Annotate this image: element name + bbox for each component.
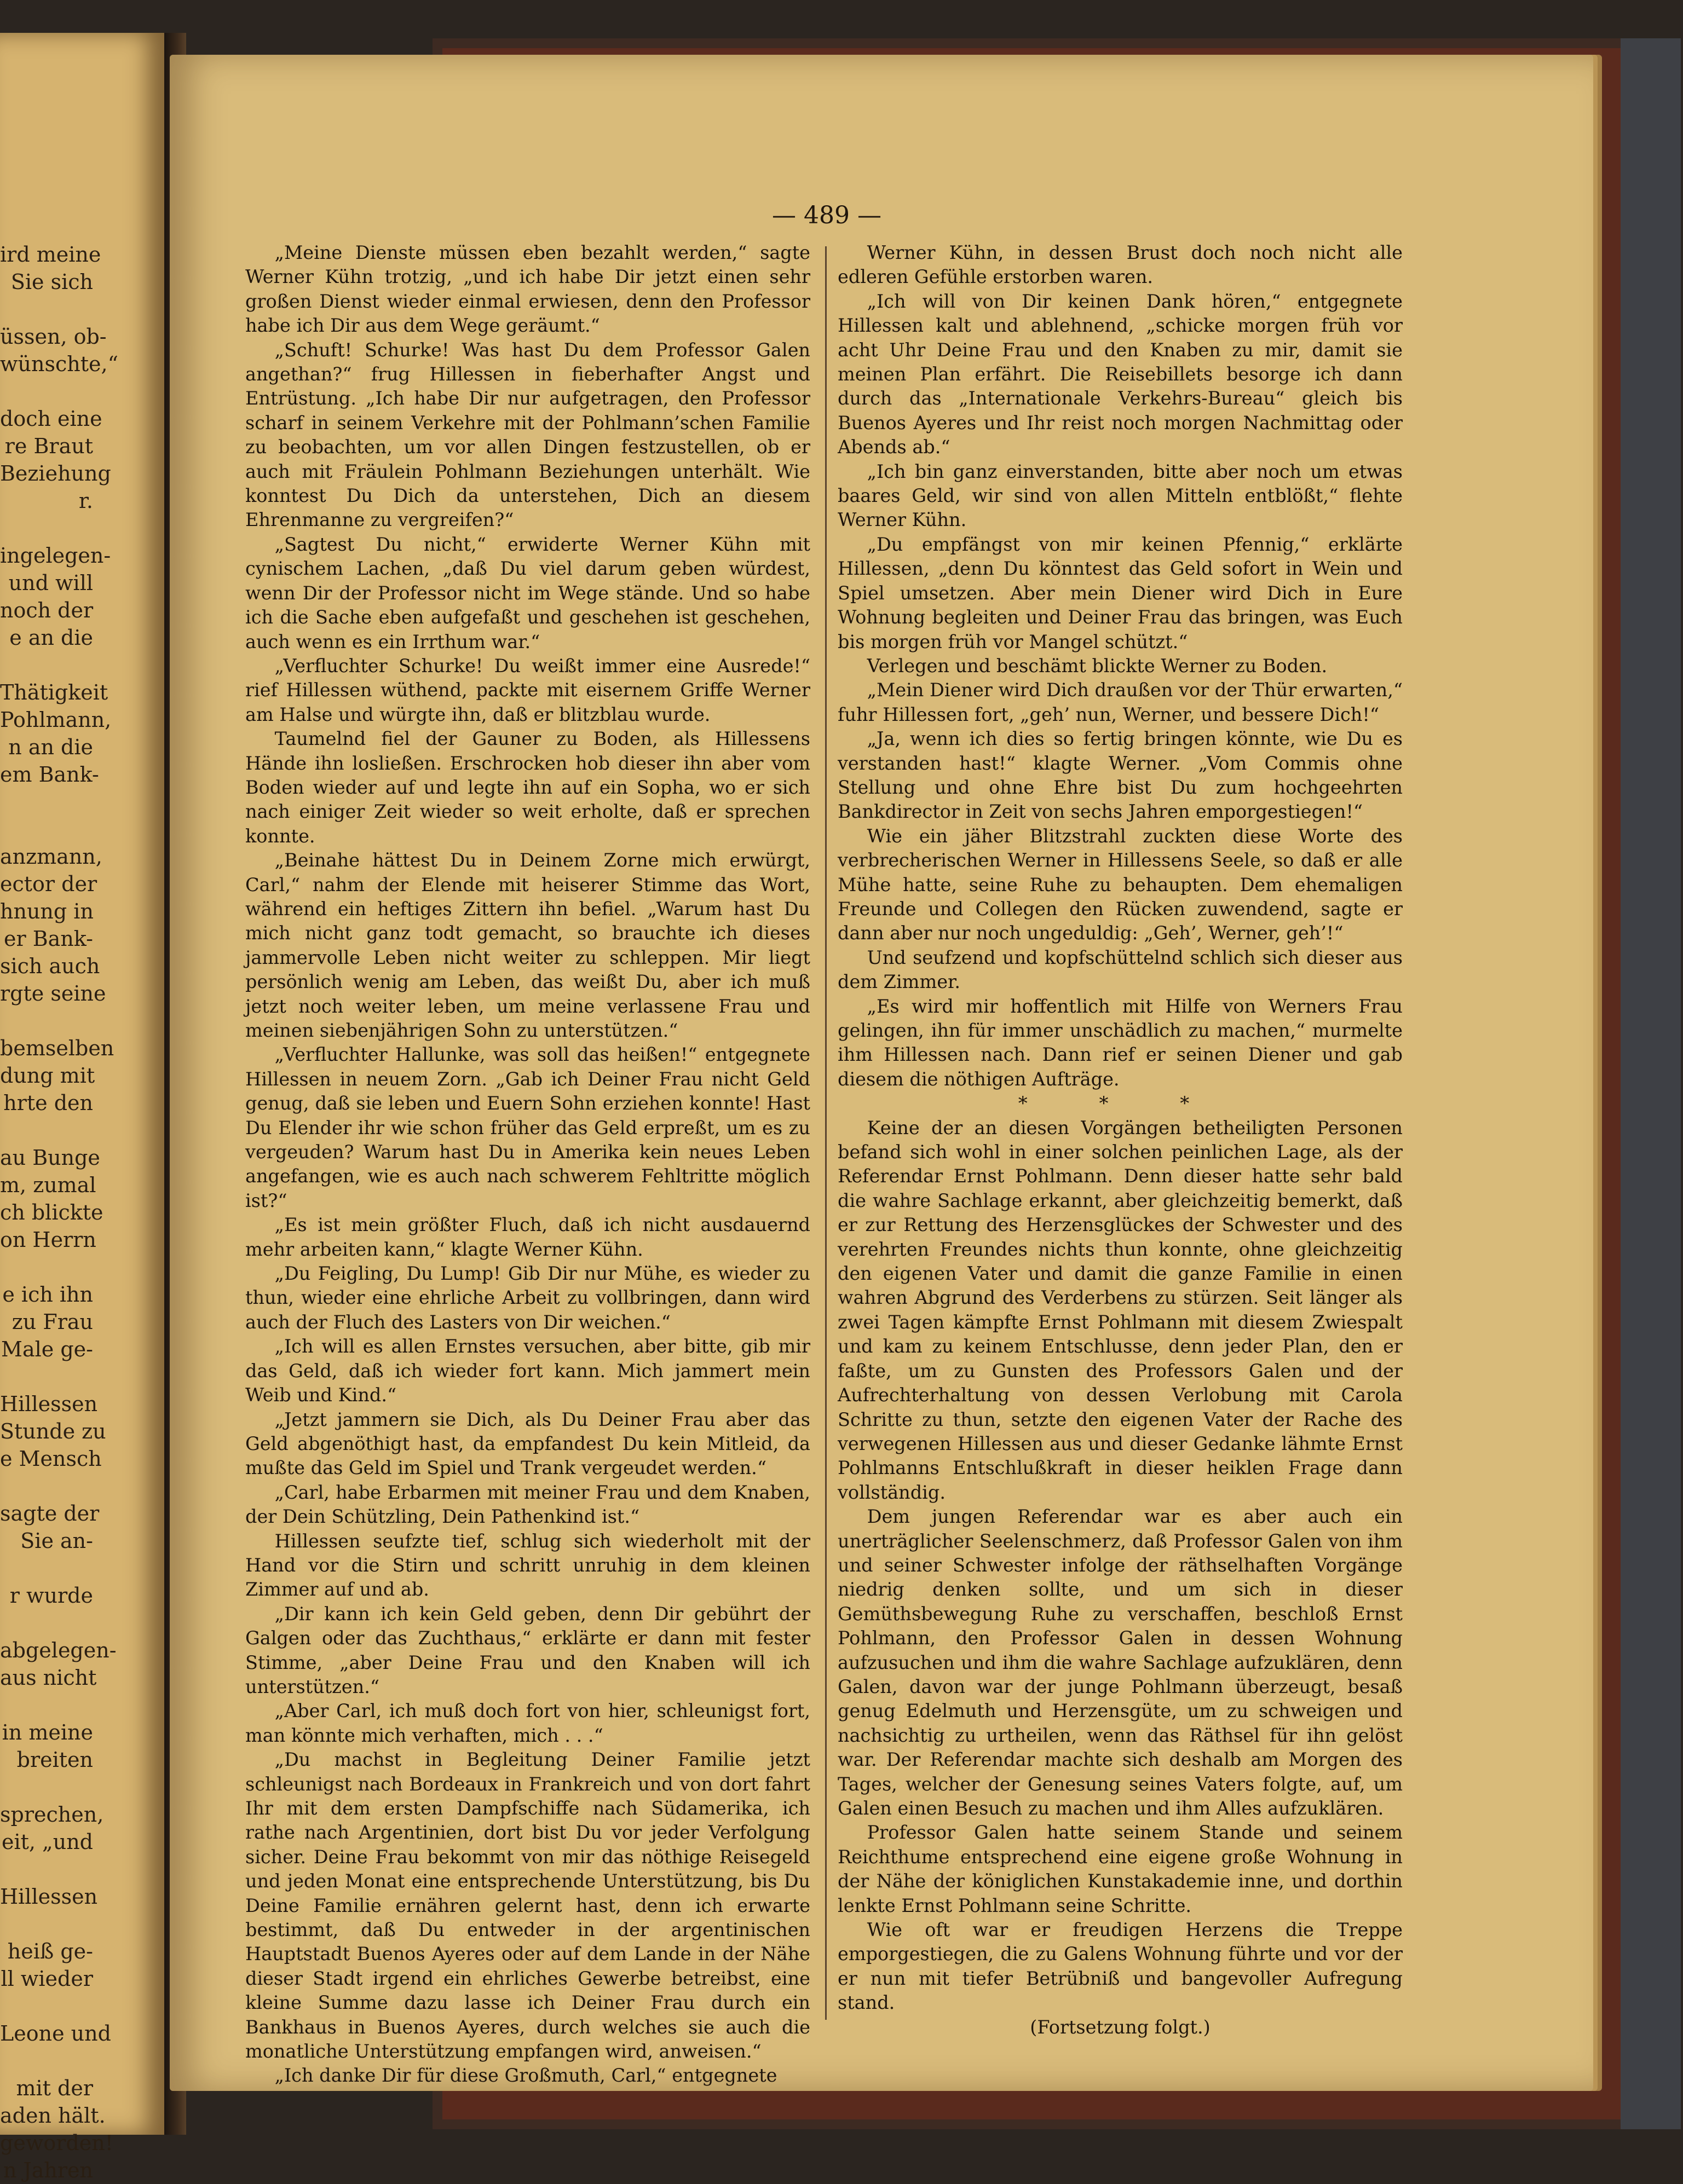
cover-corner xyxy=(1621,38,1681,2129)
paragraph: „Ich will es allen Ernstes versuchen, aber bitte, gib mir das Geld, daß ich wieder fort kann. Mich jammert mein Weib und Kind.“ xyxy=(245,1336,810,1406)
left-page-line-fragment: e ich ihn xyxy=(2,1282,93,1307)
paragraph: „Ich danke Dir für diese Großmuth, Carl,“ entgegnete xyxy=(274,2065,777,2087)
paragraph: Dem jungen Referendar war es aber auch ein unerträglicher Seelenschmerz, daß Professor Galen von ihm und seiner Schwester infolge der räthselhaften Vorgänge niedrig denken sollte, und um sich in dieser Gemüthsbewegung Ruhe zu verschaffen, beschloß Ernst Pohlmann, den Professor Galen in dessen Wohnung aufzusuchen und ihm die wahre Sachlage aufzuklären, denn Galen, davon war der junge Pohlmann überzeugt, besaß genug Edelmuth und Herzensgüte, um zu schweigen und nachsichtig zu urtheilen, wenn das Räthsel für ihn gelöst war. Der Referendar machte sich deshalb am Morgen des Tages, welcher der Genesung seines Vaters folgte, auf, um Galen einen Besuch zu machen und ihm Alles aufzuklären. xyxy=(838,1506,1403,1819)
paragraph: „Ich bin ganz einverstanden, bitte aber noch um etwas baares Geld, wir sind von allen Mitteln entblößt,“ flehte Werner Kühn. xyxy=(838,460,1403,531)
left-page-line-fragment: Stunde zu xyxy=(0,1419,106,1443)
left-page-line-fragment: hnung in xyxy=(0,899,94,923)
left-page-line-fragment: ird meine xyxy=(0,242,101,267)
left-page-line-fragment: breiten xyxy=(16,1748,93,1772)
left-page-line-fragment: wünschte,“ xyxy=(0,352,118,376)
left-page-line-fragment: n an die xyxy=(8,735,93,759)
left-page-line-fragment: n Jahren xyxy=(3,2158,93,2182)
paragraph: „Dir kann ich kein Geld geben, denn Dir gebührt der Galgen oder das Zuchthaus,“ erklärte er dann mit fester Stimme, „aber Deine Frau und den Knaben will ich unterstützen.“ xyxy=(245,1603,810,1697)
left-page xyxy=(0,33,164,2182)
paragraph: „Ich will von Dir keinen Dank hören,“ entgegnete Hillessen kalt und ablehnend, „schicke morgen früh vor acht Uhr Deine Frau und den Knaben zu mir, damit sie meinen Plan erfährt. Die Reisebillets besorge ich dann durch das „Internationale Verkehrs-Bureau“ gleich bis Buenos Ayeres und Ihr reist noch morgen Nachmittag oder Abends ab.“ xyxy=(838,290,1403,458)
left-page-line-fragment xyxy=(0,2047,93,2075)
left-page-line-fragment: in meine xyxy=(2,1720,93,1744)
left-page-line-fragment xyxy=(0,1910,93,1938)
paragraph: Verlegen und beschämt blickte Werner zu Boden. xyxy=(867,655,1328,677)
left-page-line-fragment xyxy=(0,1992,93,2020)
left-page-line-fragment: r. xyxy=(78,489,93,513)
paragraph: Professor Galen hatte seinem Stande und seinem Reichthume entsprechend eine eigene große Wohnung in der Nähe der königlichen Kunstakademie inne, und dorthin lenkte Ernst Pohlmann seine Schritte. xyxy=(838,1822,1403,1916)
left-page-line-fragment: em Bank- xyxy=(0,762,99,787)
left-page-line-fragment: rgte seine xyxy=(0,981,106,1006)
left-page-line-fragment xyxy=(0,1773,93,1801)
paragraph: „Du empfängst von mir keinen Pfennig,“ erklärte Hillessen, „denn Du könntest das Geld sofort in Wein und Spiel umsetzen. Aber mein Diener wird Dich in Eure Wohnung begleiten und Deiner Frau das bringen, was Euch bis morgen früh vor Mangel schützt.“ xyxy=(838,533,1403,652)
left-page-line-fragment xyxy=(0,1253,93,1281)
paragraph: „Aber Carl, ich muß doch fort von hier, schleunigst fort, man könnte mich verhaften, mich . . .“ xyxy=(245,1700,810,1746)
left-page-line-fragment xyxy=(0,1117,93,1144)
paragraph: „Carl, habe Erbarmen mit meiner Frau und dem Knaben, der Dein Schützling, Dein Pathenkind ist.“ xyxy=(245,1481,810,1528)
left-page-line-fragment: zu Frau xyxy=(11,1310,93,1334)
left-page-line-fragment xyxy=(0,1856,93,1883)
left-page-line-fragment: Thätigkeit xyxy=(0,680,108,704)
right-column-section-b xyxy=(838,1116,1403,2015)
paragraph: Werner Kühn, in dessen Brust doch noch nicht alle edleren Gefühle erstorben waren. xyxy=(838,242,1403,288)
left-page-line-fragment: on Herrn xyxy=(0,1228,96,1252)
paragraph: „Mein Diener wird Dich draußen vor der Thür erwarten,“ fuhr Hillessen fort, „geh’ nun, Werner, und bessere Dich!“ xyxy=(838,679,1403,725)
left-page-line-fragment xyxy=(0,788,93,816)
paragraph: „Es ist mein größter Fluch, daß ich nicht ausdauernd mehr arbeiten kann,“ klagte Werner Kühn. xyxy=(245,1214,810,1260)
paragraph: „Du machst in Begleitung Deiner Familie jetzt schleunigst nach Bordeaux in Frankreich und von dort fahrt Ihr mit dem ersten Dampfschiffe nach Südamerika, ich rathe nach Argentinien, dort bist Du vor jeder Verfolgung sicher. Deine Frau bekommt von mir das nöthige Reisegeld und jeden Monat eine entsprechende Unterstützung, bis Du Deine Familie ernähren gelernt hast, denn ich erwarte bestimmt, daß Du entweder in der argentinischen Hauptstadt Buenos Ayeres oder auf dem Lande in der Nähe dieser Stadt irgend ein ehrliches Gewerbe betreibst, eine kleine Summe dazu lasse ich Deiner Frau durch ein Bankhaus in Buenos Ayeres, durch welches sie auch die monatliche Unterstützung empfangen wird, anweisen.“ xyxy=(245,1749,810,2062)
left-page-line-fragment: r wurde xyxy=(9,1584,93,1608)
left-page-text-fragments xyxy=(0,241,118,2184)
left-page-line-fragment xyxy=(0,1555,93,1582)
right-text-column xyxy=(838,241,1403,2039)
paragraph: „Beinahe hättest Du in Deinem Zorne mich erwürgt, Carl,“ nahm der Elende mit heiserer Stimme das Wort, während ein heftiges Zittern ihn befiel. „Warum hast Du mich nicht ganz todt gemacht, so brauchte ich dieses jammervolle Leben nicht weiter zu schleppen. Mir liegt persönlich wenig am Leben, das weißt Du, aber ich muß jetzt noch weiter leben, um meine verlassene Frau und meinen siebenjährigen Sohn zu unterstützen.“ xyxy=(245,850,810,1041)
left-page-line-fragment: mit der xyxy=(16,2076,93,2100)
paragraph: „Verfluchter Hallunke, was soll das heißen!“ entgegnete Hillessen in neuem Zorn. „Gab ich Deiner Frau nicht Geld genug, daß sie leben und Euern Sohn erziehen konnte! Hast Du Elender ihr wie schon früher das Geld erpreßt, um es zu vergeuden? Warum hast Du in Amerika kein neues Leben angefangen, wie es auch nach schwerem Fehltritte möglich ist?“ xyxy=(245,1044,810,1211)
left-page-line-fragment: Pohlmann, xyxy=(0,708,112,732)
paragraph: „Ja, wenn ich dies so fertig bringen könnte, wie Du es verstanden hast!“ klagte Werner. „Vom Commis ohne Stellung und ohne Ehre bist Du zum hochgeehrten Bankdirector in Zeit von sechs Jahren emporgestiegen!“ xyxy=(838,728,1403,823)
left-page-line-fragment: heiß ge- xyxy=(7,1939,93,1963)
left-page-line-fragment xyxy=(0,1691,93,1719)
left-page-line-fragment: Sie sich xyxy=(10,270,93,294)
left-page-line-fragment xyxy=(0,651,93,679)
left-page-line-fragment: ector der xyxy=(0,872,97,896)
left-page-line-fragment: m, zumal xyxy=(0,1173,96,1197)
left-page-line-fragment: eit, „und xyxy=(1,1830,93,1854)
left-page-line-fragment: ch blickte xyxy=(0,1200,103,1224)
left-page-line-fragment: sich auch xyxy=(0,954,100,978)
left-page-line-fragment: Beziehung xyxy=(0,461,111,486)
left-page-line-fragment xyxy=(0,296,93,323)
left-page-line-fragment xyxy=(0,816,93,843)
left-page-line-fragment xyxy=(0,1007,93,1035)
left-page-line-fragment: geworden! xyxy=(0,2131,113,2155)
left-page-line-fragment: Leone und xyxy=(0,2021,111,2046)
paragraph: „Sagtest Du nicht,“ erwiderte Werner Kühn mit cynischem Lachen, „daß Du viel darum geben würdest, wenn Dir der Professor nicht im Wege stände. Und so habe ich die Sache eben aufgefaßt und geschehen ist geschehen, auch wenn es ein Irrthum war.“ xyxy=(245,533,810,652)
left-page-line-fragment xyxy=(0,1472,93,1500)
left-page-line-fragment: anzmann, xyxy=(0,845,102,869)
left-page-line-fragment: bemselben xyxy=(0,1036,114,1060)
left-page-line-fragment: und will xyxy=(8,571,93,595)
paragraph: Und seufzend und kopfschüttelnd schlich sich dieser aus dem Zimmer. xyxy=(838,946,1403,993)
left-page-line-fragment: er Bank- xyxy=(4,927,93,951)
paragraph: Wie oft war er freudigen Herzens die Treppe emporgestiegen, die zu Galens Wohnung führte und vor der er nun mit tiefer Betrübniß und bangevoller Aufregung stand. xyxy=(838,1919,1403,2014)
left-page-line-fragment: Sie an- xyxy=(20,1529,93,1553)
left-page-line-fragment: abgelegen- xyxy=(0,1638,117,1662)
left-page-line-fragment: e an die xyxy=(9,626,93,650)
left-text-column xyxy=(245,241,810,2088)
left-page-line-fragment: hrte den xyxy=(3,1091,93,1115)
left-page-line-fragment: dung mit xyxy=(0,1064,95,1088)
column-divider xyxy=(825,246,827,2020)
left-page-line-fragment: üssen, ob- xyxy=(0,325,107,349)
page-number: — 489 — xyxy=(772,201,881,229)
left-page-line-fragment: sprechen, xyxy=(0,1802,104,1827)
left-page-line-fragment xyxy=(0,515,93,542)
left-page-line-fragment xyxy=(0,1363,93,1390)
left-page-line-fragment: noch der xyxy=(0,598,94,622)
paragraph: „Du Feigling, Du Lump! Gib Dir nur Mühe, es wieder zu thun, wieder eine ehrliche Arbeit zu vollbringen, dann wird auch der Fluch des Lasters von Dir weichen.“ xyxy=(245,1263,810,1333)
paragraph: „Meine Dienste müssen eben bezahlt werden,“ sagte Werner Kühn trotzig, „und ich habe Dir jetzt einen sehr großen Dienst wieder einmal erwiesen, denn den Professor habe ich Dir aus dem Wege geräumt.“ xyxy=(245,242,810,337)
left-page-line-fragment: aus nicht xyxy=(0,1666,97,1690)
left-page-line-fragment: doch eine xyxy=(0,407,102,431)
paragraph: „Schuft! Schurke! Was hast Du dem Professor Galen angethan?“ frug Hillessen in fieberhafter Angst und Entrüstung. „Ich habe Dir nur aufgetragen, den Professor scharf in seinem Verkehre mit der Pohlmann’schen Familie zu beobachten, um vor allen Dingen festzustellen, ob er auch mit Fräulein Pohlmann Beziehungen unterhält. Wie konntest Du Dich da unterstehen, Dich an diesem Ehrenmanne zu vergreifen?“ xyxy=(245,339,810,531)
section-separator-stars: * * * xyxy=(1018,1093,1223,1115)
paragraph: Taumelnd fiel der Gauner zu Boden, als Hillessens Hände ihn losließen. Erschrocken hob dieser ihn aber vom Boden wieder auf und legte ihn auf ein Sopha, wo er sich nach einiger Zeit wieder so weit erholte, daß er sprechen konnte. xyxy=(245,728,810,847)
left-page-line-fragment: ingelegen- xyxy=(0,544,111,568)
paragraph: Wie ein jäher Blitzstrahl zuckten diese Worte des verbrecherischen Werner in Hillessens Seele, so daß er alle Mühe hatte, seine Ruhe zu behaupten. Dem ehemaligen Freunde und Collegen den Rücken zuwendend, sagte er dann aber nur noch ungeduldig: „Geh’, Werner, geh’!“ xyxy=(838,825,1403,944)
continuation-note: (Fortsetzung folgt.) xyxy=(1030,2016,1211,2038)
paragraph: Keine der an diesen Vorgängen betheiligten Personen befand sich wohl in einer solchen peinlichen Lage, als der Referendar Ernst Pohlmann. Denn dieser hatte sehr bald die wahre Sachlage erkannt, aber gleichzeitig bemerkt, daß er zur Rettung des Herzensglückes der Schwester und des verehrten Freundes nichts thun konnte, ohne gleichzeitig den eigenen Vater und damit die ganze Familie in einen wahren Abgrund des Verderbens zu stürzen. Seit länger als zwei Tagen kämpfte Ernst Pohlmann mit diesem Zwiespalt und kam zu keinem Entschlusse, denn jeder Plan, den er faßte, um zu Gunsten des Professors Galen und der Aufrechterhaltung von dessen Verlobung mit Carola Schritte zu thun, setzte den eigenen Vater der Rache des verwegenen Hillessen aus und dieser Gedanke lähmte Ernst Pohlmanns Entschlußkraft in dieser heiklen Frage dann vollständig. xyxy=(838,1117,1403,1503)
left-page-line-fragment: ll wieder xyxy=(1,1967,93,1991)
paragraph: „Verfluchter Schurke! Du weißt immer eine Ausrede!“ rief Hillessen wüthend, packte mit eisernem Griffe Werner am Halse und würgte ihn, daß er blitzblau wurde. xyxy=(245,655,810,725)
left-page-line-fragment: Hillessen xyxy=(0,1392,98,1416)
left-page-line-fragment: Hillessen xyxy=(0,1885,98,1909)
paragraph: „Es wird mir hoffentlich mit Hilfe von Werners Frau gelingen, ihn für immer unschädlich zu machen,“ murmelte ihm Hillessen nach. Dann rief er seinen Diener und gab diesem die nöthigen Aufträge. xyxy=(838,995,1403,1090)
left-page-line-fragment xyxy=(0,1609,93,1637)
paragraph: „Jetzt jammern sie Dich, als Du Deiner Frau aber das Geld abgenöthigt hast, da empfandest Du kein Mitleid, da mußte das Geld im Spiel und Trank vergeudet werden.“ xyxy=(245,1408,810,1479)
left-page-line-fragment: e Mensch xyxy=(0,1447,102,1471)
left-page-line-fragment: Male ge- xyxy=(1,1337,93,1361)
paragraph: Hillessen seufzte tief, schlug sich wiederholt mit der Hand vor die Stirn und schritt unruhig in dem kleinen Zimmer auf und ab. xyxy=(245,1530,810,1601)
right-column-section-a xyxy=(838,241,1403,1091)
left-page-line-fragment: aden hält. xyxy=(0,2104,106,2128)
left-page-line-fragment: re Braut xyxy=(4,434,93,458)
left-page-line-fragment: sagte der xyxy=(0,1501,100,1526)
left-page-line-fragment xyxy=(0,378,93,405)
left-page-line-fragment: au Bunge xyxy=(0,1146,100,1170)
